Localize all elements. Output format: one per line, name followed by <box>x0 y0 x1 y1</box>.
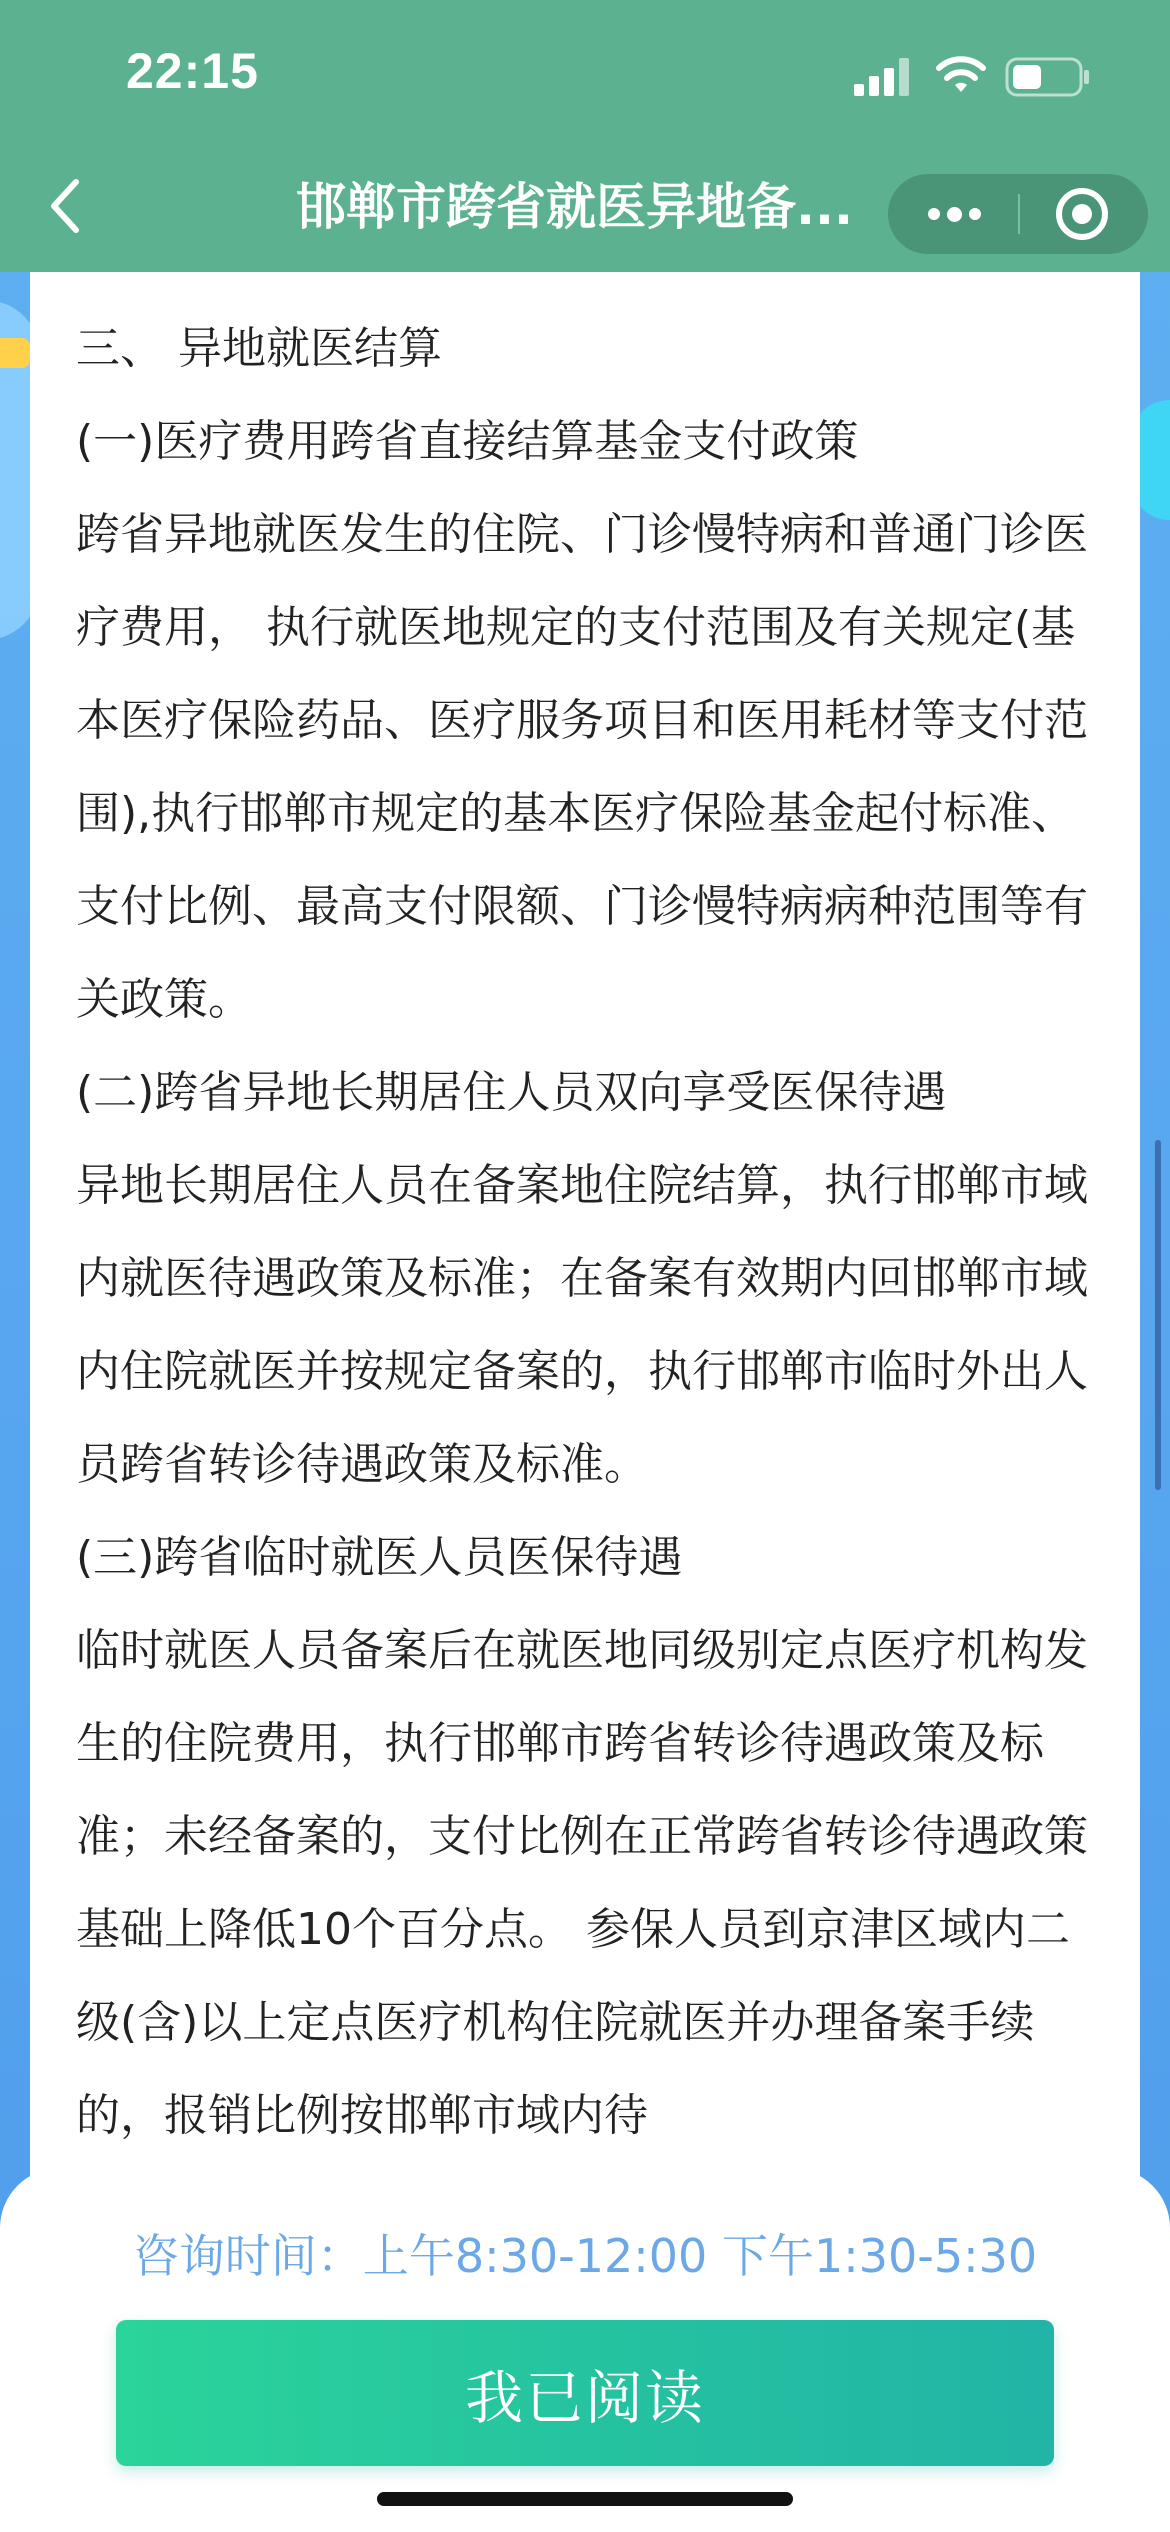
chevron-left-icon[interactable] <box>44 174 88 238</box>
more-dots-icon[interactable] <box>914 174 994 254</box>
miniprogram-capsule <box>888 174 1148 254</box>
battery-icon <box>1005 56 1093 98</box>
close-miniprogram-icon[interactable] <box>1056 188 1108 240</box>
page-title: 邯郸市跨省就医异地备... <box>296 178 853 236</box>
status-time: 22:15 <box>126 43 259 99</box>
status-bar <box>0 0 1170 140</box>
read-confirm-button[interactable]: 我已阅读 <box>116 2320 1054 2466</box>
nav-bar <box>0 140 1170 272</box>
decorative-shape <box>0 338 30 368</box>
bottom-sheet <box>0 2168 1170 2532</box>
article-paragraph: 异地长期居住人员在备案地住院结算，执行邯郸市域内就医待遇政策及标准；在备案有效期内回邯郸市域内住院就医并按规定备案的，执行邯郸市临时外出人员跨省转诊待遇政策及标准。 <box>76 1160 1088 1490</box>
wifi-icon <box>935 54 987 96</box>
scrollbar[interactable] <box>1155 1140 1161 1490</box>
section-heading: 三、 异地就医结算 <box>76 323 442 374</box>
signal-icon <box>852 56 912 98</box>
capsule-divider <box>1018 194 1020 234</box>
subsection-heading: (三)跨省临时就医人员医保待遇 <box>76 1532 683 1583</box>
subsection-heading: (二)跨省异地长期居住人员双向享受医保待遇 <box>76 1067 947 1118</box>
subsection-heading: (一)医疗费用跨省直接结算基金支付政策 <box>76 416 859 467</box>
home-indicator[interactable] <box>377 2492 793 2506</box>
article-paragraph: 跨省异地就医发生的住院、门诊慢特病和普通门诊医疗费用， 执行就医地规定的支付范围及有关规定(基本医疗保险药品、医疗服务项目和医用耗材等支付范围),执行邯郸市规定的基本医疗保险基金起付标准、支付比例、最高支付限额、门诊慢特病病种范围等有关政策。 <box>76 509 1088 1025</box>
consult-hours-text: 咨询时间：上午8:30-12:00 下午1:30-5:30 <box>132 2229 1038 2283</box>
article-paragraph: 临时就医人员备案后在就医地同级别定点医疗机构发生的住院费用，执行邯郸市跨省转诊待遇政策及标准；未经备案的，支付比例在正常跨省转诊待遇政策基础上降低10个百分点。 参保人员到京津区域内二级(含)以上定点医疗机构住院就医并办理备案手续的，报销比例按邯郸市域内待 <box>76 1625 1088 2141</box>
article-card[interactable] <box>30 272 1140 2232</box>
article-body <box>76 302 1106 2162</box>
